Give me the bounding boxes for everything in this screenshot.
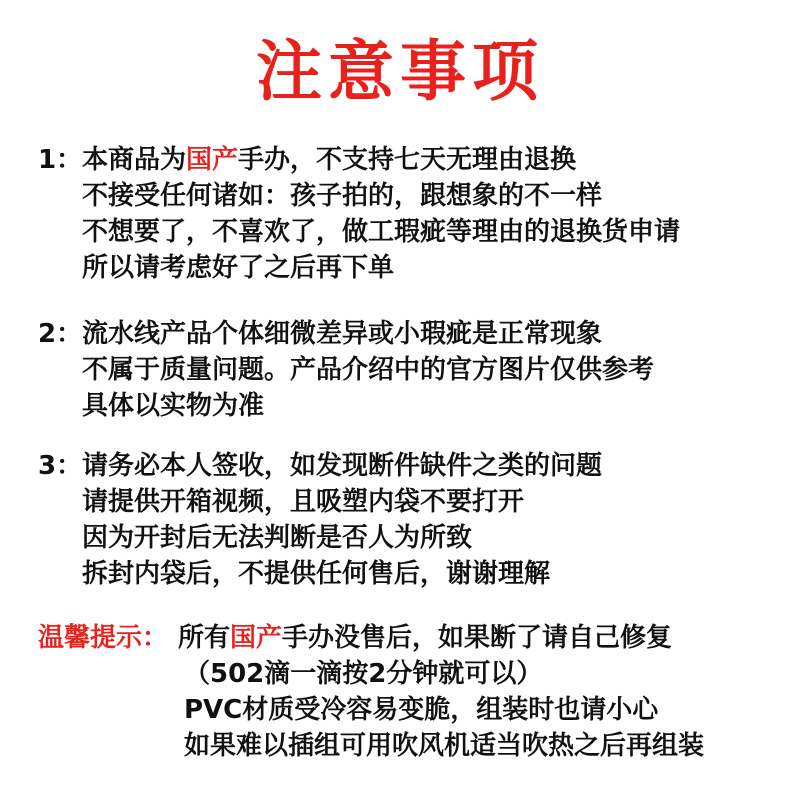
line-text: 流水线产品个体细微差异或小瑕疵是正常现象 <box>82 319 603 349</box>
notice-section-3 <box>38 448 602 592</box>
item-number: 1： <box>38 145 83 175</box>
line-text: 请务必本人签收，如发现断件缺件之类的问题 <box>82 451 603 481</box>
highlight-text: 国产 <box>230 623 283 653</box>
tip-line: （502滴一滴按2分钟就可以） <box>184 659 543 689</box>
notice-line <box>38 448 602 484</box>
line-text: 本商品为 <box>82 145 187 175</box>
item-number: 2： <box>38 319 83 349</box>
notice-line: 不想要了，不喜欢了，做工瑕疵等理由的退换货申请 <box>82 217 681 247</box>
notice-line: 因为开封后无法判断是否人为所致 <box>82 523 473 553</box>
highlight-text: 国产 <box>186 145 239 175</box>
notice-section-1 <box>38 142 680 286</box>
line-text: 所有 <box>178 623 231 653</box>
tip-label: 温馨提示： <box>38 623 169 653</box>
notice-line <box>38 142 680 178</box>
line-text: 手办没售后，如果断了请自己修复 <box>282 623 673 653</box>
tip-line: PVC材质受冷容易变脆，组装时也请小心 <box>184 695 659 725</box>
tip-section <box>38 620 704 764</box>
notice-section-2 <box>38 316 654 424</box>
notice-line: 具体以实物为准 <box>82 391 265 421</box>
tip-line <box>38 620 704 656</box>
item-number: 3： <box>38 451 83 481</box>
notice-line: 请提供开箱视频，且吸塑内袋不要打开 <box>82 487 525 517</box>
notice-line: 拆封内袋后，不提供任何售后，谢谢理解 <box>82 559 551 589</box>
page-title: 注意事项 <box>256 33 544 110</box>
tip-line: 如果难以插组可用吹风机适当吹热之后再组装 <box>184 731 705 761</box>
notice-line <box>38 316 654 352</box>
notice-line: 不接受任何诸如：孩子拍的，跟想象的不一样 <box>82 181 603 211</box>
notice-line: 不属于质量问题。产品介绍中的官方图片仅供参考 <box>82 355 655 385</box>
line-text: 手办，不支持七天无理由退换 <box>238 145 577 175</box>
notice-line: 所以请考虑好了之后再下单 <box>82 253 395 283</box>
